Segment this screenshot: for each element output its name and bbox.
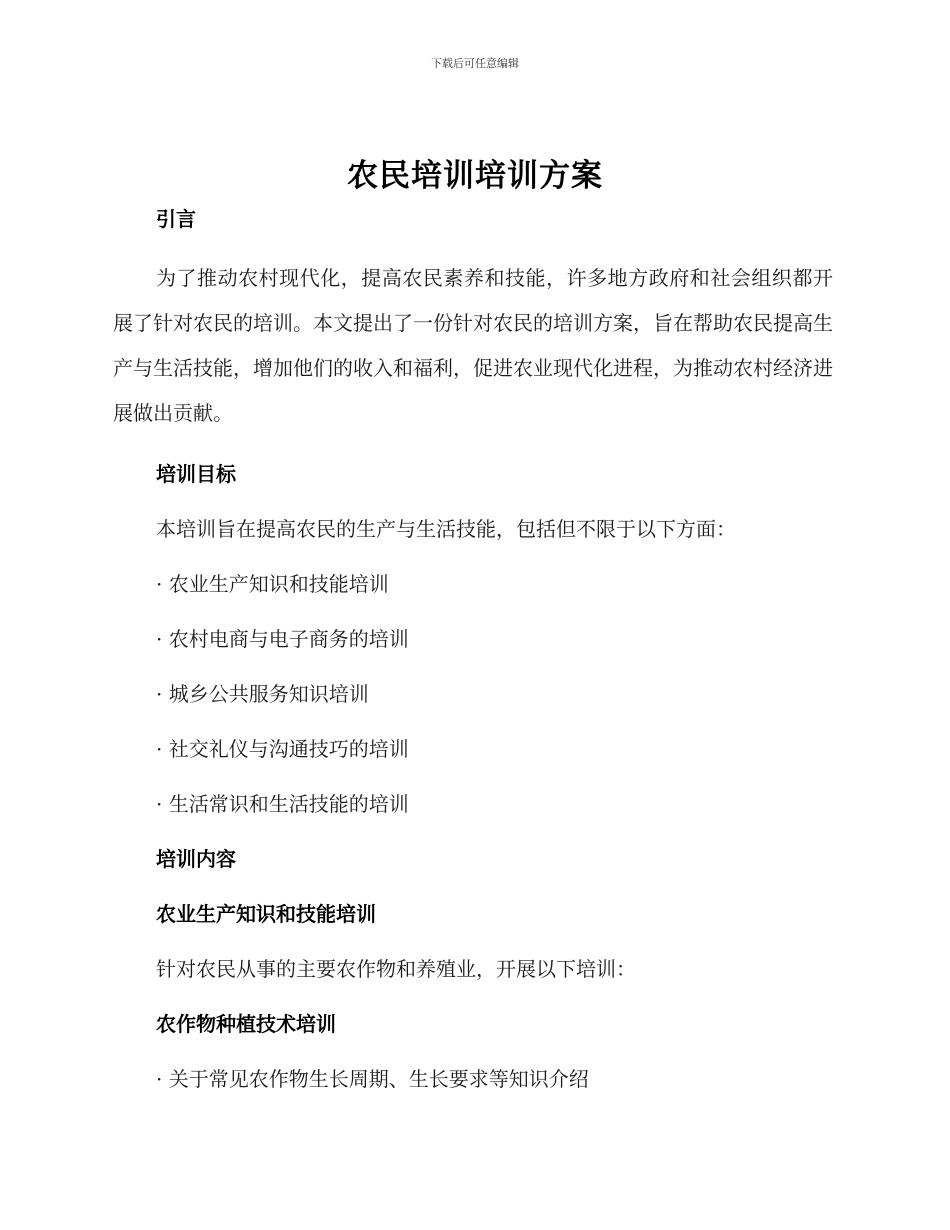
list-item: · 农村电商与电子商务的培训: [156, 627, 409, 651]
subsection-paragraph: 针对农民从事的主要农作物和养殖业，开展以下培训：: [156, 957, 636, 981]
document-body: [113, 205, 833, 1093]
intro-paragraph: 为了推动农村现代化，提高农民素养和技能，许多地方政府和社会组织都开展了针对农民的培训。本文提出了一份针对农民的培训方案，旨在帮助农民提高生产与生活技能，增加他们的收入和福利，促进农业现代化进程，为推动农村经济进展做出贡献。: [113, 266, 833, 425]
subsection-heading-crop: 农作物种植技术培训: [156, 1012, 336, 1036]
list-item: · 社交礼仪与沟通技巧的培训: [156, 737, 409, 761]
subsection-heading-agri: 农业生产知识和技能培训: [156, 902, 376, 926]
header-note: 下载后可任意编辑: [431, 57, 519, 70]
section-heading-goal: 培训目标: [156, 462, 236, 486]
document-title: 农民培训培训方案: [347, 158, 603, 194]
list-item: · 城乡公共服务知识培训: [156, 682, 369, 706]
section-heading-content: 培训内容: [156, 847, 236, 871]
list-item: · 生活常识和生活技能的培训: [156, 792, 409, 816]
list-item: · 关于常见农作物生长周期、生长要求等知识介绍: [156, 1067, 589, 1091]
list-item: · 农业生产知识和技能培训: [156, 572, 389, 596]
section-heading-intro: 引言: [156, 207, 196, 231]
goal-paragraph: 本培训旨在提高农民的生产与生活技能，包括但不限于以下方面：: [156, 517, 736, 541]
